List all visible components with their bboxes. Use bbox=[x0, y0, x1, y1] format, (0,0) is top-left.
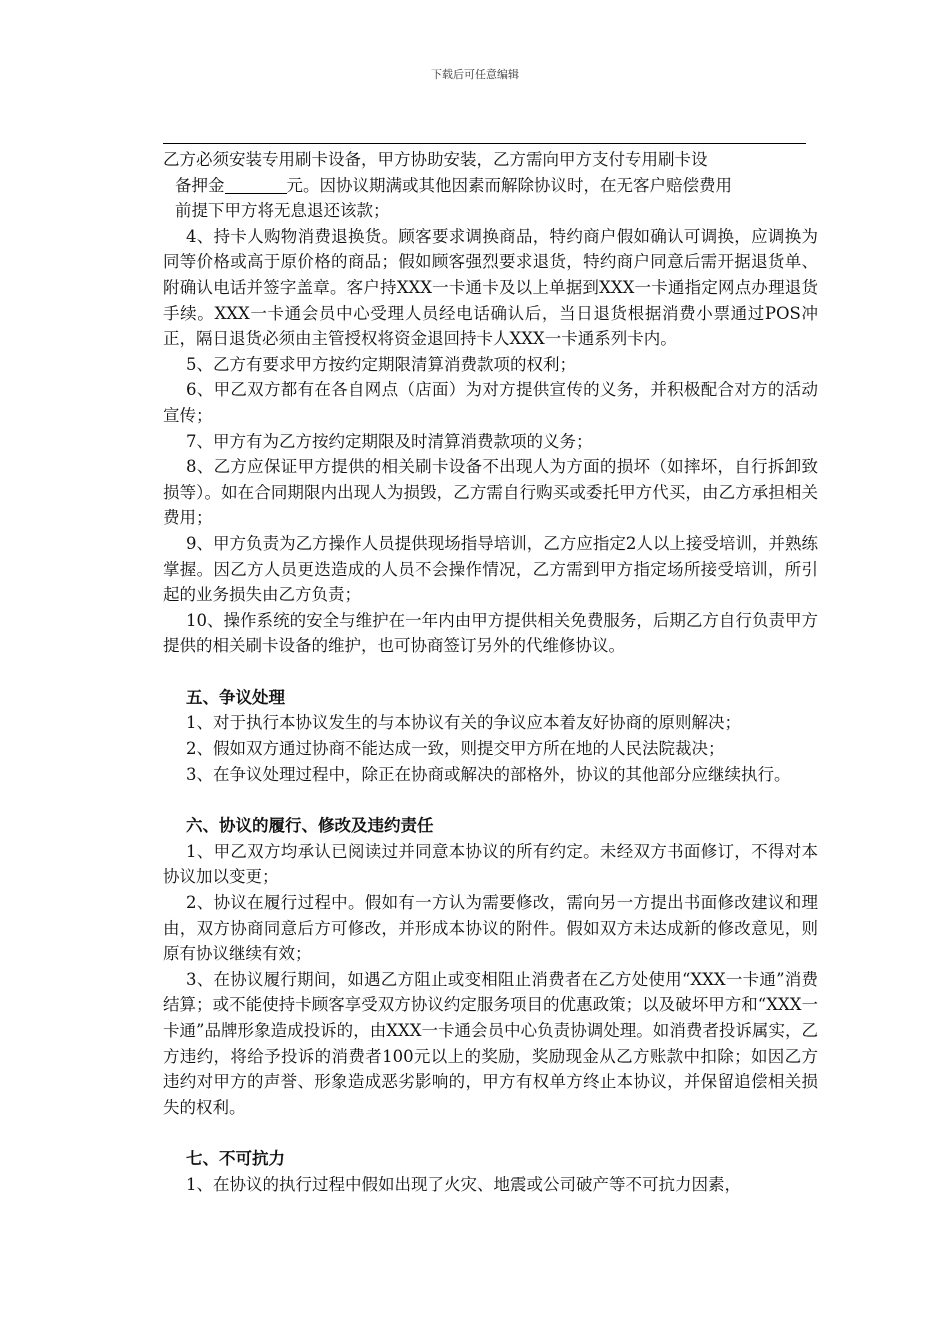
clause-6: 6、甲乙双方都有在各自网点（店面）为对方提供宣传的义务，并积极配合对方的活动宣传； bbox=[163, 380, 818, 425]
section-5-item: 2、假如双方通过协商不能达成一致，则提交甲方所在地的人民法院裁决； bbox=[186, 739, 725, 759]
header-note: 下载后可任意编辑 bbox=[431, 68, 519, 81]
section-7-title: 七、不可抗力 bbox=[186, 1149, 285, 1169]
section-6-title: 六、协议的履行、修改及违约责任 bbox=[186, 816, 434, 836]
deposit-line-2: 备押金 元。因协议期满或其他因素而解除协议时，在无客户赔偿费用 bbox=[175, 175, 732, 195]
clause-9: 9、甲方负责为乙方操作人员提供现场指导培训，乙方应指定2人以上接受培训，并熟练掌握。因乙方人员更迭造成的人员不会操作情况，乙方需到甲方指定场所接受培训，所引起的业务损失由乙方负责； bbox=[163, 533, 818, 605]
section-5-item: 1、对于执行本协议发生的与本协议有关的争议应本着友好协商的原则解决； bbox=[186, 713, 741, 733]
clause-10: 10、操作系统的安全与维护在一年内由甲方提供相关免费服务，后期乙方自行负责甲方提供的相关刷卡设备的维护，也可协商签订另外的代维修协议。 bbox=[163, 610, 818, 656]
section-6-item: 2、协议在履行过程中。假如有一方认为需要修改，需向另一方提出书面修改建议和理由，双方协商同意后方可修改，并形成本协议的附件。假如双方未达成新的修改意见，则原有协议继续有效； bbox=[163, 893, 818, 964]
header-rule bbox=[163, 143, 806, 144]
section-7-item: 1、在协议的执行过程中假如出现了火灾、地震或公司破产等不可抗力因素， bbox=[186, 1174, 741, 1194]
deposit-line-3: 前提下甲方将无息退还该款； bbox=[175, 201, 390, 221]
clause-7: 7、甲方有为乙方按约定期限及时清算消费款项的义务； bbox=[186, 431, 593, 451]
clause-5: 5、乙方有要求甲方按约定期限清算消费款项的权利； bbox=[186, 354, 576, 374]
deposit-line-1: 乙方必须安装专用刷卡设备，甲方协助安装，乙方需向甲方支付专用刷卡设 bbox=[163, 150, 708, 169]
clause-8: 8、乙方应保证甲方提供的相关刷卡设备不出现人为方面的损坏（如摔坏，自行拆卸致损等）。如在合同期限内出现人为损毁，乙方需自行购买或委托甲方代买，由乙方承担相关费用； bbox=[163, 457, 818, 528]
section-5-item: 3、在争议处理过程中，除正在协商或解决的部格外，协议的其他部分应继续执行。 bbox=[186, 764, 791, 784]
spacer bbox=[163, 659, 818, 685]
clause-4: 4、持卡人购物消费退换货。顾客要求调换商品，特约商户假如确认可调换，应调换为同等价格或高于原价格的商品；假如顾客强烈要求退货，特约商户同意后需开据退货单、附确认电话并签字盖章。客户持XXX一卡通卡及以上单据到XXX一卡通指定网点办理退货手续。XXX一卡通会员中心受理人员经电话确认后，当日退货根据消费小票通过POS冲正，隔日退货必须由主管授权将资金退回持卡人XXX一卡通系列卡内。 bbox=[163, 226, 818, 349]
spacer bbox=[163, 787, 818, 813]
section-5-title: 五、争议处理 bbox=[186, 687, 285, 707]
section-6-item: 3、在协议履行期间，如遇乙方阻止或变相阻止消费者在乙方处使用“XXX一卡通”消费结算；或不能使持卡顾客享受双方协议约定服务项目的优惠政策；以及破坏甲方和“XXX一卡通”品牌形象造成投诉的，由XXX一卡通会员中心负责协调处理。如消费者投诉属实，乙方违约，将给予投诉的消费者100元以上的奖励，奖励现金从乙方账款中扣除；如因乙方违约对甲方的声誉、形象造成恶劣影响的，甲方有权单方终止本协议，并保留追偿相关损失的权利。 bbox=[163, 969, 818, 1117]
spacer bbox=[163, 1120, 818, 1146]
section-6-item: 1、甲乙双方均承认已阅读过并同意本协议的所有约定。未经双方书面修订，不得对本协议加以变更； bbox=[163, 841, 818, 887]
deposit-amount-blank bbox=[225, 175, 287, 194]
document-body bbox=[163, 147, 818, 1198]
